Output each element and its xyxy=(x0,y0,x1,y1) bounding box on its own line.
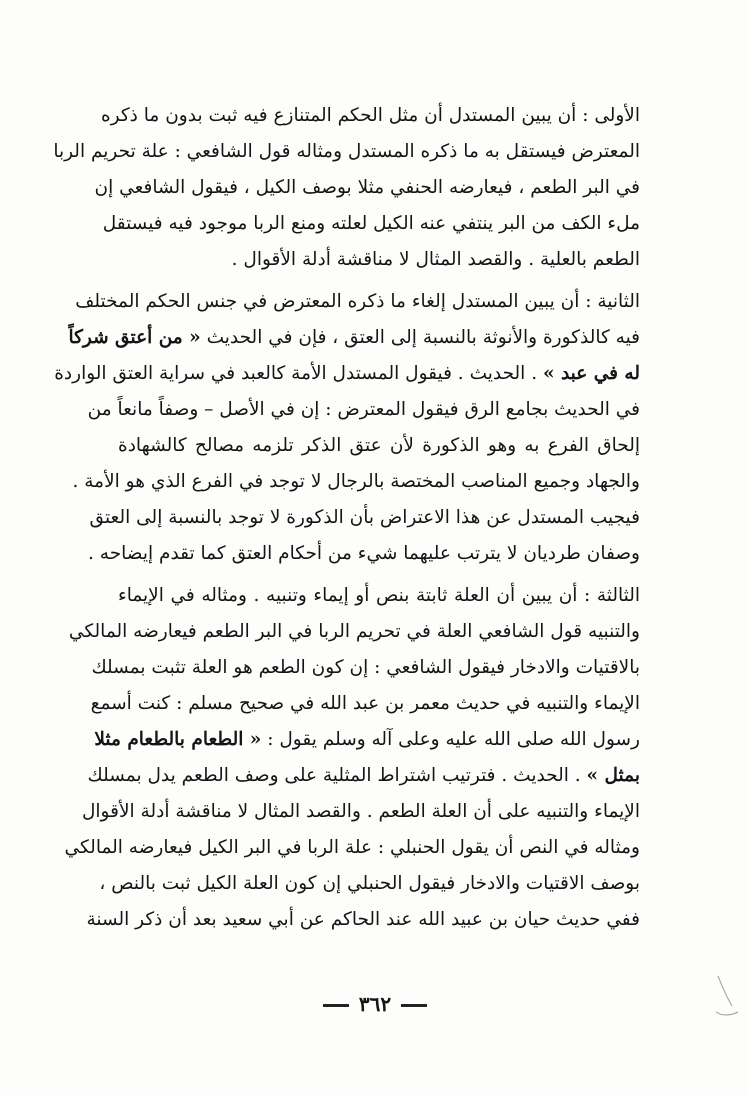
text-segment: الإيماء والتنبيه على أن العلة الطعم . والقصد المثال لا مناقشة أدلة الأقوال xyxy=(81,801,640,822)
text-line xyxy=(86,902,640,938)
hadith-quote: « الطعام بالطعام مثلا xyxy=(94,729,262,750)
text-line xyxy=(87,392,640,428)
scan-artifact-mark xyxy=(712,972,742,1022)
text-line xyxy=(94,722,640,758)
text-segment: الثالثة : أن يبين أن العلة ثابتة بنص أو إيماء وتنبيه . ومثاله في الإيماء xyxy=(118,585,640,606)
text-line xyxy=(53,134,640,170)
text-segment: . الحديث . فيقول المستدل الأمة كالعبد في سراية العتق الواردة xyxy=(54,363,543,384)
text-segment: فيجيب المستدل عن هذا الاعتراض بأن الذكورة لا توجد بالنسبة إلى العتق xyxy=(89,507,640,528)
text-line xyxy=(99,866,640,902)
text-line xyxy=(118,578,640,614)
text-segment: وصفان طرديان لا يترتب عليهما شيء من أحكام العتق كما تقدم إيضاحه . xyxy=(88,543,640,564)
text-line xyxy=(118,428,640,464)
text-segment: الأولى : أن يبين المستدل أن مثل الحكم المتنازع فيه ثبت بدون ما ذكره xyxy=(100,105,640,126)
paragraph-first xyxy=(53,98,640,278)
text-segment: ملء الكف من البر ينتفي عنه الكيل لعلته ومنع الربا موجود فيه فيستقل xyxy=(102,213,640,234)
text-line xyxy=(68,614,640,650)
hadith-quote: له في عبد » xyxy=(542,363,640,384)
text-segment: بوصف الاقتيات والادخار فيقول الحنبلي إن كون العلة الكيل ثبت بالنص ، xyxy=(99,873,640,894)
text-line xyxy=(89,500,640,536)
hadith-quote: بمثل » xyxy=(586,765,640,786)
page-number-value: ٣٦٢ xyxy=(358,992,392,1016)
dash-right xyxy=(401,1004,427,1007)
text-line xyxy=(100,98,640,134)
paragraph-third xyxy=(64,578,640,938)
text-segment: الطعم بالعلية . والقصد المثال لا مناقشة أدلة الأقوال . xyxy=(231,249,640,270)
text-line xyxy=(118,242,640,278)
dash-left xyxy=(323,1004,349,1007)
text-line xyxy=(94,170,640,206)
text-segment: والتنبيه قول الشافعي العلة في تحريم الربا في البر الطعم فيعارضه المالكي xyxy=(68,621,640,642)
paragraph-second xyxy=(54,284,640,572)
text-line xyxy=(54,356,640,392)
text-segment: المعترض فيستقل به ما ذكره المستدل ومثاله قول الشافعي : علة تحريم الربا xyxy=(53,141,640,162)
text-segment: في الحديث بجامع الرق فيقول المعترض : إن في الأصل – وصفاً مانعاً من xyxy=(87,399,640,420)
text-segment: رسول الله صلى الله عليه وعلى آله وسلم يقول : xyxy=(261,729,640,750)
text-line xyxy=(72,464,640,500)
text-segment: والجهاد وجميع المناصب المختصة بالرجال لا توجد في الفرع الذي هو الأمة . xyxy=(72,471,640,492)
text-segment: إلحاق الفرع به وهو الذكورة لأن عتق الذكر تلزمه مصالح كالشهادة xyxy=(118,435,640,456)
text-segment: فيه كالذكورة والأنوثة بالنسبة إلى العتق ، فإن في الحديث xyxy=(200,327,640,348)
text-line xyxy=(88,536,640,572)
text-segment: ففي حديث حيان بن عبيد الله عند الحاكم عن أبي سعيد بعد أن ذكر السنة xyxy=(86,909,640,930)
text-line xyxy=(68,320,640,356)
hadith-quote: « من أعتق شركاً xyxy=(68,327,201,348)
text-segment: الثانية : أن يبين المستدل إلغاء ما ذكره المعترض في جنس الحكم المختلف xyxy=(75,291,640,312)
text-line xyxy=(102,206,640,242)
text-segment: في البر الطعم ، فيعارضه الحنفي مثلا بوصف الكيل ، فيقول الشافعي إن xyxy=(94,177,640,198)
text-line xyxy=(87,758,640,794)
text-segment: ومثاله في النص أن يقول الحنبلي : علة الربا في البر الكيل فيعارضه المالكي xyxy=(64,837,640,858)
text-line xyxy=(91,650,640,686)
text-line xyxy=(75,284,640,320)
text-line xyxy=(81,794,640,830)
text-line xyxy=(90,686,640,722)
text-segment: . الحديث . فترتيب اشتراط المثلية على وصف الطعم يدل بمسلك xyxy=(87,765,587,786)
text-segment: بالاقتيات والادخار فيقول الشافعي : إن كون الطعم هو العلة تثبت بمسلك xyxy=(91,657,640,678)
text-segment: الإيماء والتنبيه في حديث معمر بن عبد الله في صحيح مسلم : كنت أسمع xyxy=(90,693,640,714)
text-line xyxy=(64,830,640,866)
page-number xyxy=(0,992,750,1016)
